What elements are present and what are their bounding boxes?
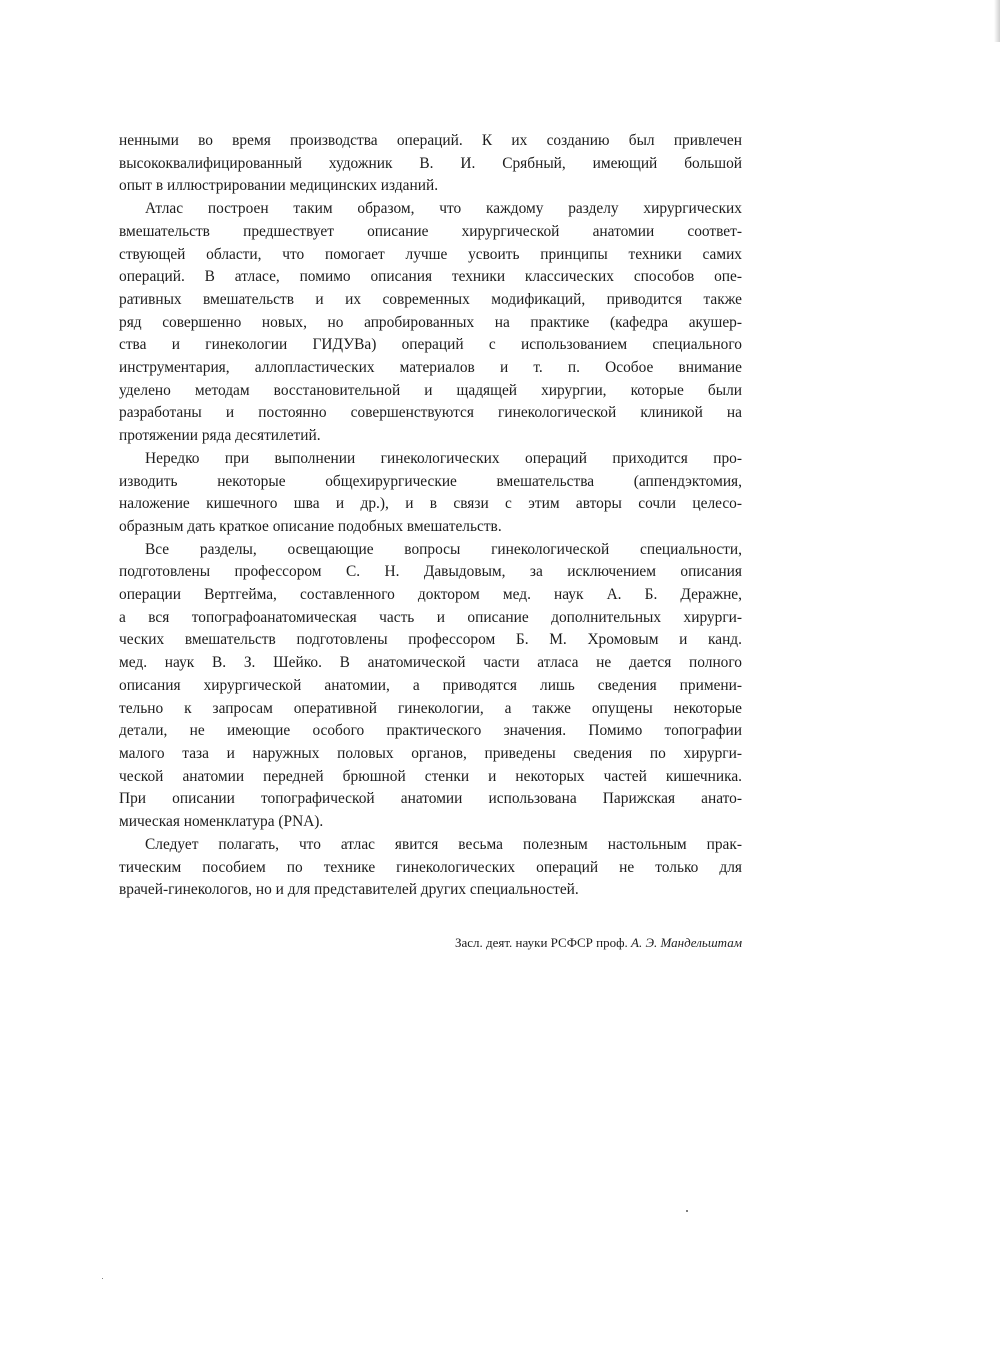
- text-line: ненными во время производства операций. К их созданию был привлечен: [119, 132, 742, 149]
- document-body: [119, 130, 742, 902]
- text-line: наложение кишечного шва и др.), и в связи с этим авторы сочли целесо-: [119, 495, 742, 513]
- text-line: протяжении ряда десятилетий.: [119, 427, 321, 445]
- paragraph: [119, 130, 742, 198]
- scan-edge-shadow: [994, 0, 1000, 42]
- text-line: мед. наук В. З. Шейко. В анатомической части атласа не дается полного: [119, 654, 742, 672]
- text-line: тельно к запросам оперативной гинекологии, а также опущены некоторые: [119, 699, 742, 717]
- text-line: а вся топографоанатомическая часть и описание дополнительных хирурги-: [119, 608, 742, 626]
- text-line: изводить некоторые общехирургические вмешательства (аппендэктомия,: [119, 472, 742, 490]
- paragraph: [119, 539, 742, 834]
- text-line: Все разделы, освещающие вопросы гинекологической специальности,: [145, 540, 742, 558]
- signature-title: Засл. деят. науки РСФСР проф.: [454, 935, 628, 950]
- scan-speck: [102, 1278, 103, 1279]
- text-line: ческой анатомии передней брюшной стенки и некоторых частей кишечника.: [119, 767, 742, 785]
- text-line: Атлас построен таким образом, что каждому разделу хирургических: [145, 200, 742, 218]
- text-line: подготовлены профессором С. Н. Давыдовым, за исключением описания: [119, 563, 742, 581]
- text-line: операций. В атласе, помимо описания техники классических способов опе-: [119, 268, 742, 286]
- text-line: ствующей области, что помогает лучше усвоить принципы техники самих: [119, 245, 742, 263]
- text-line: высококвалифицированный художник В. И. Срябный, имеющий большой: [119, 154, 742, 172]
- signature-name: А. Э. Мандельштам: [631, 935, 742, 950]
- paragraph: [119, 448, 742, 539]
- text-line: операции Вертгейма, составленного доктором мед. наук А. Б. Деражне,: [119, 586, 742, 604]
- text-line: опыт в иллюстрировании медицинских изданий.: [119, 177, 439, 195]
- scan-speck: [686, 1210, 688, 1212]
- paragraph: [119, 834, 742, 902]
- text-line: вмешательств предшествует описание хирургической анатомии соответ-: [119, 222, 742, 240]
- text-line: ративных вмешательств и их современных модификаций, приводится также: [119, 290, 742, 308]
- text-line: инструментария, аллопластических материалов и т. п. Особое внимание: [119, 359, 742, 377]
- text-line: Следует полагать, что атлас явится весьма полезным настольным прак-: [145, 835, 742, 853]
- text-line: мическая номенклатура (PNA).: [119, 813, 324, 831]
- text-line: детали, не имеющие особого практического значения. Помимо топографии: [119, 722, 742, 740]
- text-line: описания хирургической анатомии, а приводятся лишь сведения примени-: [119, 676, 742, 694]
- text-line: уделено методам восстановительной и щадящей хирургии, которые были: [119, 381, 742, 399]
- text-line: ческих вмешательств подготовлены профессором Б. М. Хромовым и канд.: [119, 631, 742, 649]
- paragraph: [119, 198, 742, 448]
- text-line: Нередко при выполнении гинекологических операций приходится про-: [145, 449, 742, 467]
- text-line: врачей-гинекологов, но и для представителей других специальностей.: [119, 881, 579, 899]
- text-line: ряд совершенно новых, но апробированных на практике (кафедра акушер-: [119, 313, 742, 331]
- text-line: При описании топографической анатомии использована Парижская анато-: [119, 790, 742, 808]
- text-line: разработаны и постоянно совершенствуются гинекологической клиникой на: [119, 404, 742, 422]
- text-line: образным дать краткое описание подобных вмешательств.: [119, 517, 502, 535]
- text-line: ства и гинекологии ГИДУВа) операций с использованием специального: [119, 336, 742, 354]
- text-line: малого таза и наружных половых органов, приведены сведения по хирурги-: [119, 744, 742, 762]
- text-line: тическим пособием по технике гинекологических операций не только для: [119, 858, 742, 876]
- signature: [372, 934, 742, 952]
